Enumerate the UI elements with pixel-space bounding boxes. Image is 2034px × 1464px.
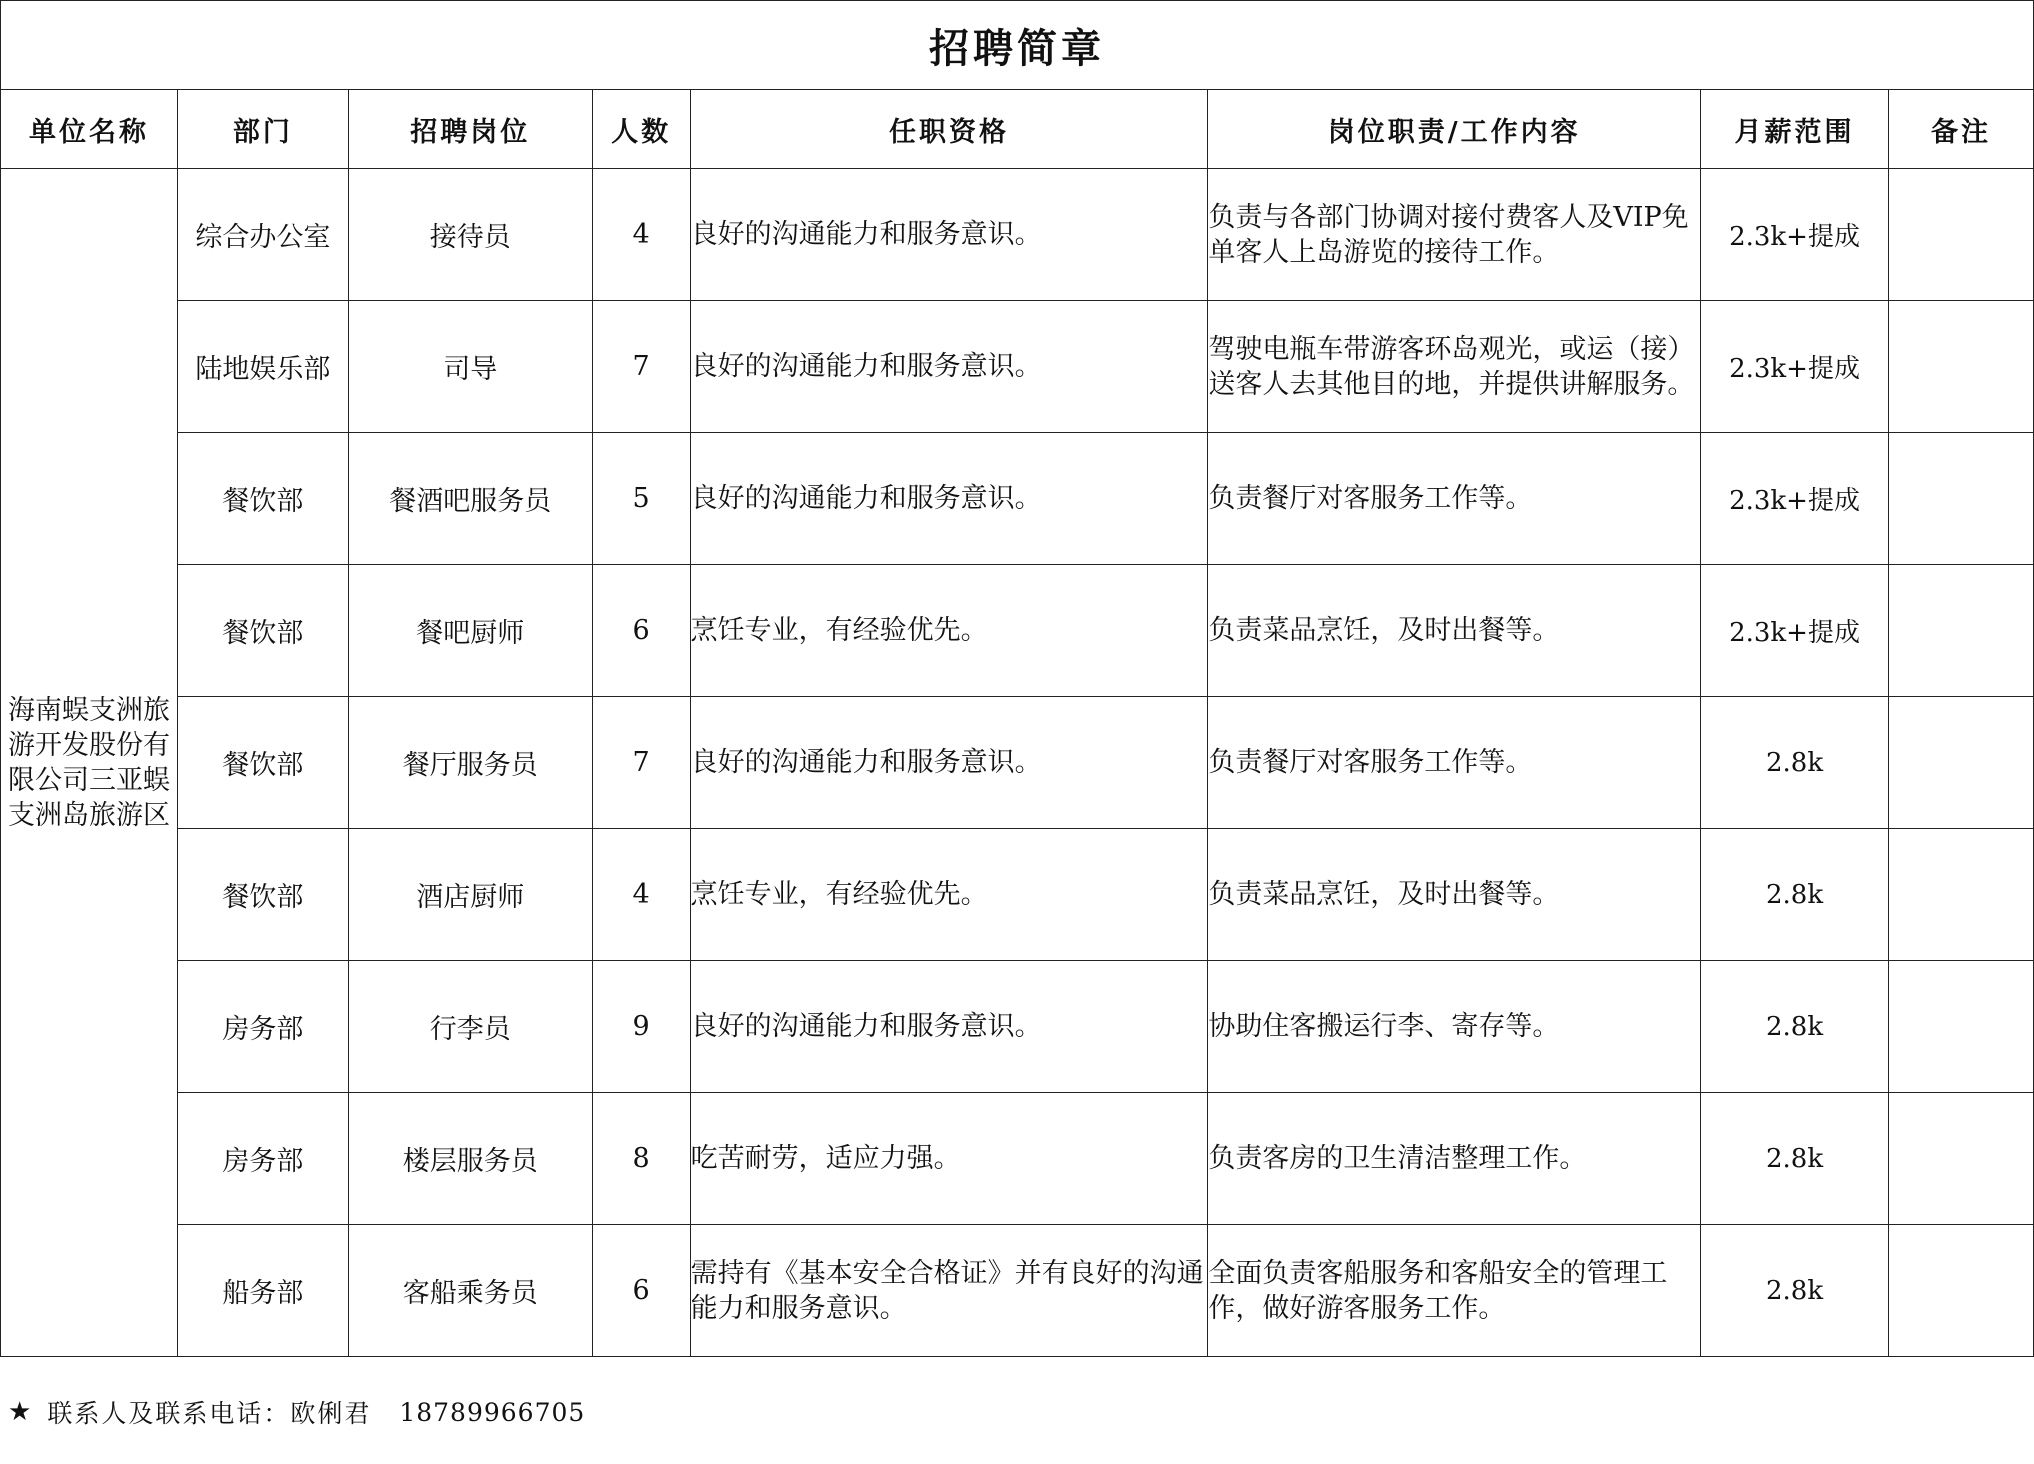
qualification-cell: 需持有《基本安全合格证》并有良好的沟通能力和服务意识。	[690, 1225, 1208, 1357]
remark-cell	[1889, 961, 2034, 1093]
department-cell: 餐饮部	[177, 697, 348, 829]
position-cell: 楼层服务员	[348, 1093, 592, 1225]
count-cell: 6	[592, 1225, 690, 1357]
remark-cell	[1889, 829, 2034, 961]
position-cell: 酒店厨师	[348, 829, 592, 961]
table-row	[1, 565, 2034, 697]
qualification-cell: 吃苦耐劳，适应力强。	[690, 1093, 1208, 1225]
position-cell: 接待员	[348, 169, 592, 301]
department-cell: 餐饮部	[177, 565, 348, 697]
position-cell: 司导	[348, 301, 592, 433]
qualification-cell: 烹饪专业，有经验优先。	[690, 565, 1208, 697]
qualification-cell: 良好的沟通能力和服务意识。	[690, 961, 1208, 1093]
salary-cell: 2.8k	[1701, 829, 1889, 961]
table-row	[1, 169, 2034, 301]
company-name: 海南蜈支洲旅游开发股份有限公司三亚蜈支洲岛旅游区	[1, 169, 178, 1357]
header-qualification: 任职资格	[690, 90, 1208, 169]
remark-cell	[1889, 301, 2034, 433]
department-cell: 餐饮部	[177, 829, 348, 961]
table-row	[1, 829, 2034, 961]
remark-cell	[1889, 1093, 2034, 1225]
duties-cell: 协助住客搬运行李、寄存等。	[1208, 961, 1701, 1093]
count-cell: 7	[592, 697, 690, 829]
salary-cell: 2.3k+提成	[1701, 301, 1889, 433]
salary-cell: 2.8k	[1701, 961, 1889, 1093]
header-count: 人数	[592, 90, 690, 169]
department-cell: 房务部	[177, 961, 348, 1093]
remark-cell	[1889, 433, 2034, 565]
duties-cell: 负责菜品烹饪，及时出餐等。	[1208, 565, 1701, 697]
position-cell: 餐厅服务员	[348, 697, 592, 829]
remark-cell	[1889, 697, 2034, 829]
department-cell: 陆地娱乐部	[177, 301, 348, 433]
header-duties: 岗位职责/工作内容	[1208, 90, 1701, 169]
table-row	[1, 961, 2034, 1093]
duties-cell: 驾驶电瓶车带游客环岛观光，或运（接）送客人去其他目的地，并提供讲解服务。	[1208, 301, 1701, 433]
department-cell: 船务部	[177, 1225, 348, 1357]
count-cell: 4	[592, 169, 690, 301]
contact-footer	[8, 1394, 585, 1430]
salary-cell: 2.8k	[1701, 1225, 1889, 1357]
position-cell: 行李员	[348, 961, 592, 1093]
table-row	[1, 1225, 2034, 1357]
count-cell: 6	[592, 565, 690, 697]
header-company: 单位名称	[1, 90, 178, 169]
department-cell: 综合办公室	[177, 169, 348, 301]
table-row	[1, 1093, 2034, 1225]
salary-cell: 2.3k+提成	[1701, 169, 1889, 301]
qualification-cell: 良好的沟通能力和服务意识。	[690, 169, 1208, 301]
salary-cell: 2.3k+提成	[1701, 433, 1889, 565]
header-salary: 月薪范围	[1701, 90, 1889, 169]
qualification-cell: 良好的沟通能力和服务意识。	[690, 301, 1208, 433]
header-remark: 备注	[1889, 90, 2034, 169]
position-cell: 餐酒吧服务员	[348, 433, 592, 565]
table-row	[1, 301, 2034, 433]
header-position: 招聘岗位	[348, 90, 592, 169]
department-cell: 房务部	[177, 1093, 348, 1225]
contact-phone: 18789966705	[399, 1397, 586, 1427]
qualification-cell: 良好的沟通能力和服务意识。	[690, 433, 1208, 565]
qualification-cell: 良好的沟通能力和服务意识。	[690, 697, 1208, 829]
duties-cell: 负责餐厅对客服务工作等。	[1208, 697, 1701, 829]
remark-cell	[1889, 565, 2034, 697]
position-cell: 客船乘务员	[348, 1225, 592, 1357]
count-cell: 5	[592, 433, 690, 565]
contact-label: 联系人及联系电话：欧俐君	[47, 1399, 372, 1428]
star-icon: ★	[8, 1397, 34, 1427]
table-row	[1, 433, 2034, 565]
salary-cell: 2.3k+提成	[1701, 565, 1889, 697]
position-cell: 餐吧厨师	[348, 565, 592, 697]
duties-cell: 负责客房的卫生清洁整理工作。	[1208, 1093, 1701, 1225]
remark-cell	[1889, 1225, 2034, 1357]
count-cell: 7	[592, 301, 690, 433]
department-cell: 餐饮部	[177, 433, 348, 565]
header-department: 部门	[177, 90, 348, 169]
page-title: 招聘简章	[1, 1, 2034, 90]
salary-cell: 2.8k	[1701, 697, 1889, 829]
remark-cell	[1889, 169, 2034, 301]
duties-cell: 负责餐厅对客服务工作等。	[1208, 433, 1701, 565]
salary-cell: 2.8k	[1701, 1093, 1889, 1225]
qualification-cell: 烹饪专业，有经验优先。	[690, 829, 1208, 961]
count-cell: 9	[592, 961, 690, 1093]
count-cell: 8	[592, 1093, 690, 1225]
duties-cell: 全面负责客船服务和客船安全的管理工作，做好游客服务工作。	[1208, 1225, 1701, 1357]
table-row	[1, 697, 2034, 829]
count-cell: 4	[592, 829, 690, 961]
duties-cell: 负责与各部门协调对接付费客人及VIP免单客人上岛游览的接待工作。	[1208, 169, 1701, 301]
duties-cell: 负责菜品烹饪，及时出餐等。	[1208, 829, 1701, 961]
